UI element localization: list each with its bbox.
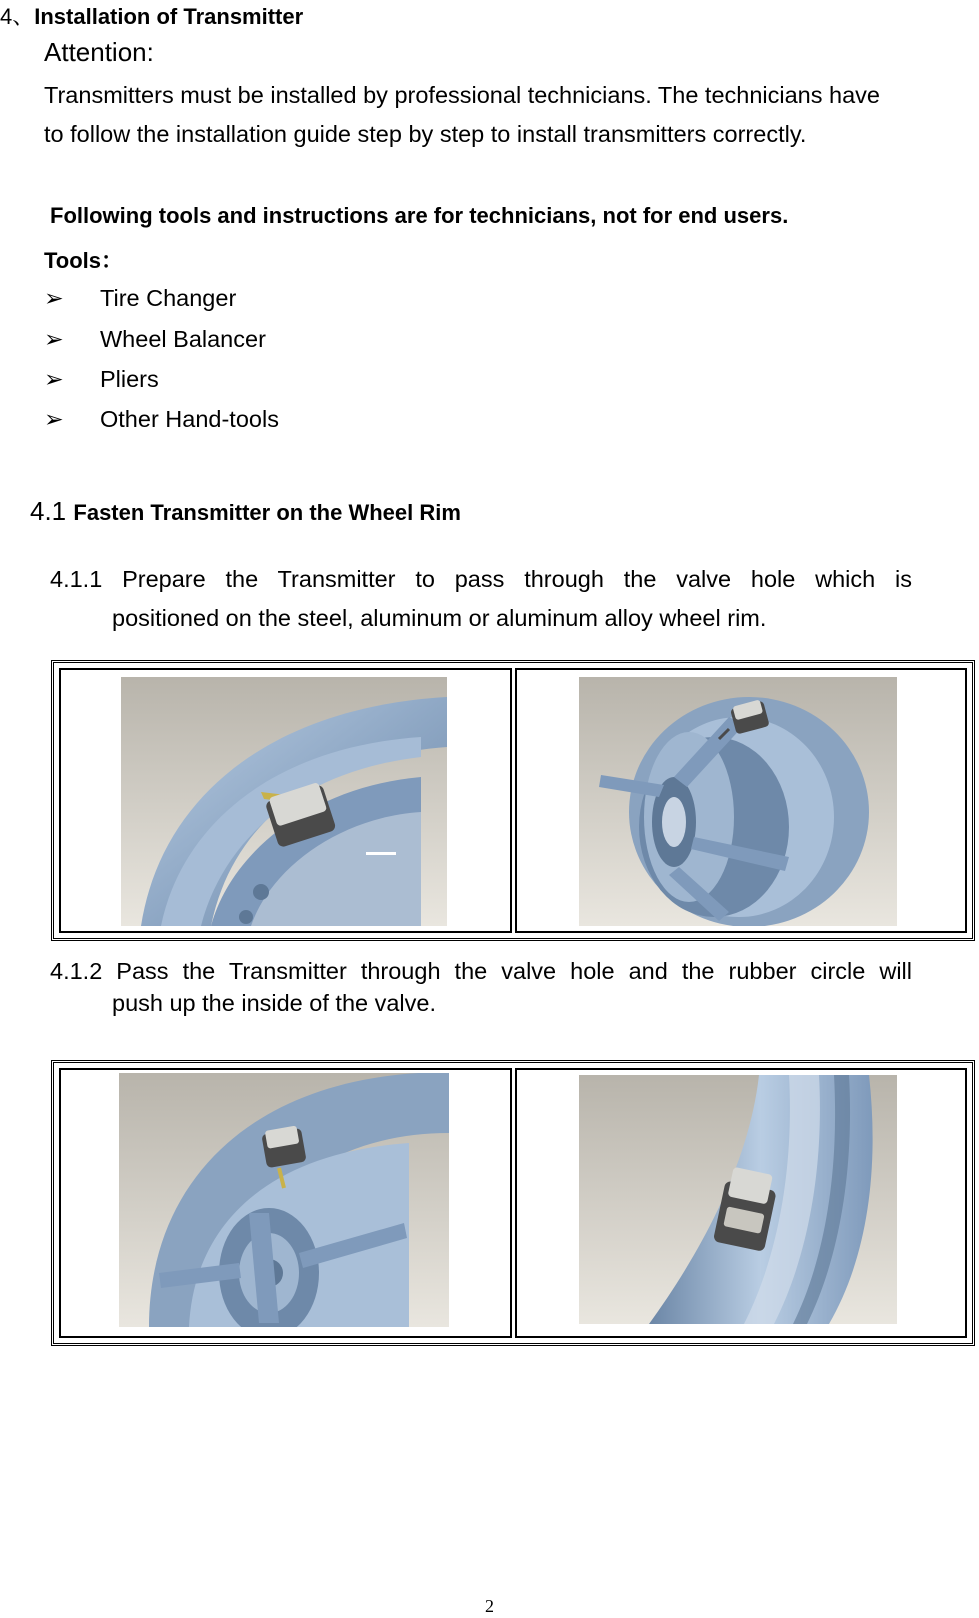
attention-label: Attention:: [44, 37, 154, 67]
tools-label: Tools：: [44, 248, 124, 273]
attention-text-line-1: Transmitters must be installed by professional technicians. The technicians have: [44, 82, 880, 108]
tool-item-label: Wheel Balancer: [100, 326, 266, 352]
tool-item: [44, 405, 279, 433]
wheel-side-view-image: [579, 1075, 897, 1324]
step-4-1-1-line-2: positioned on the steel, aluminum or aluminum alloy wheel rim.: [112, 605, 767, 631]
wheel-inner-view-image: [119, 1073, 449, 1327]
subsection-heading: [30, 496, 461, 527]
bullet-arrow-icon: ➢: [44, 326, 64, 352]
tool-item: [44, 325, 266, 353]
image-cell: [515, 1068, 968, 1338]
step-4-1-1-line-1: 4.1.1 Prepare the Transmitter to pass through the valve hole which is: [50, 566, 912, 592]
tool-item-label: Tire Changer: [100, 285, 237, 311]
section-number: 4、: [0, 4, 35, 29]
image-cell: [515, 668, 968, 933]
tool-item: [44, 284, 236, 312]
tool-item: [44, 365, 159, 393]
tool-item-label: Pliers: [100, 366, 159, 392]
section-heading: [0, 0, 303, 31]
attention-text-line-2: to follow the installation guide step by step to install transmitters correctly.: [44, 121, 807, 147]
section-title: Installation of Transmitter: [34, 4, 304, 29]
bullet-arrow-icon: ➢: [44, 406, 64, 432]
technician-notice: Following tools and instructions are for technicians, not for end users.: [50, 203, 789, 228]
step-4-1-2-line-1: 4.1.2 Pass the Transmitter through the valve hole and the rubber circle will: [50, 958, 912, 984]
image-cell: [59, 1068, 512, 1338]
wheel-rim-closeup-image: [121, 677, 447, 926]
step-4-1-2-line-2: push up the inside of the valve.: [112, 990, 436, 1016]
tool-item-label: Other Hand-tools: [100, 406, 279, 432]
subsection-title: Fasten Transmitter on the Wheel Rim: [73, 500, 461, 525]
image-table-2: [56, 1065, 970, 1341]
page-number: 2: [485, 1596, 494, 1616]
image-cell: [59, 668, 512, 933]
image-frame-2: [51, 1060, 975, 1346]
bullet-arrow-icon: ➢: [44, 285, 64, 311]
bullet-arrow-icon: ➢: [44, 366, 64, 392]
subsection-number: 4.1: [30, 496, 67, 526]
image-table-1: [56, 665, 970, 936]
image-frame-1: [51, 660, 975, 941]
wheel-full-view-image: [579, 677, 897, 926]
